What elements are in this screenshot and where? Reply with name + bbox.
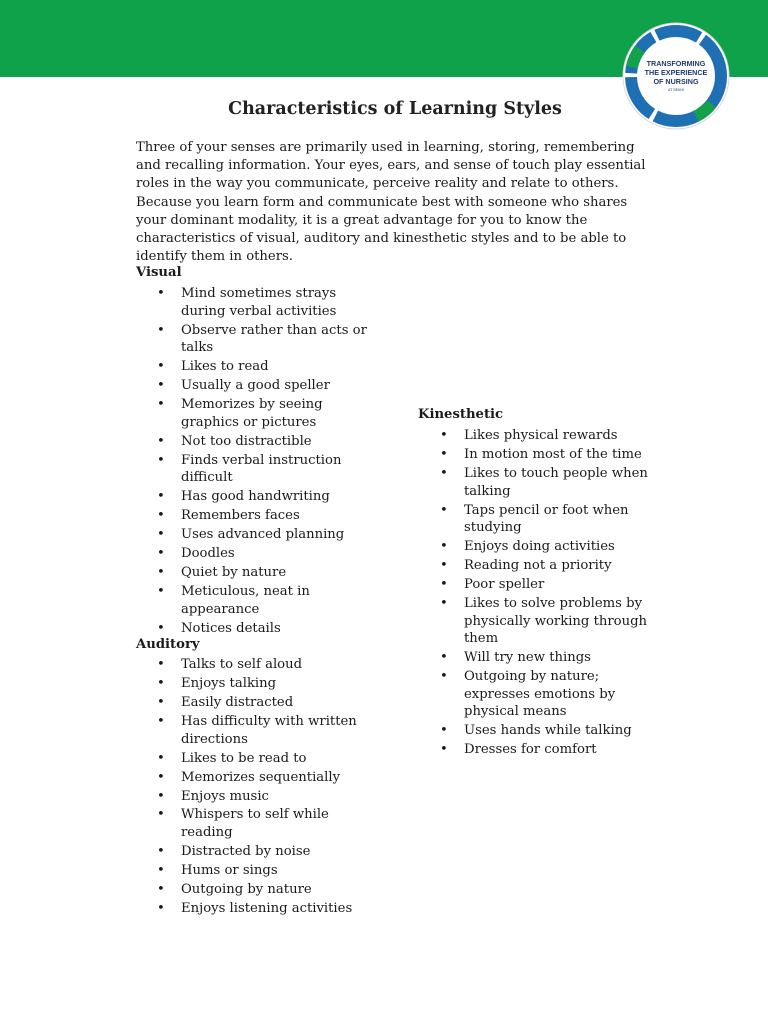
- kinesthetic-list-item: [440, 446, 650, 464]
- kinesthetic-item-text: Outgoing by nature; expresses emotions by physical means: [464, 669, 616, 720]
- visual-item-text: Observe rather than acts or talks: [181, 322, 367, 356]
- kinesthetic-list: [440, 427, 650, 760]
- bullet-icon: •: [157, 788, 165, 804]
- bullet-icon: •: [157, 901, 165, 917]
- bullet-icon: •: [157, 359, 165, 375]
- bullet-icon: •: [440, 558, 448, 574]
- visual-list-item: [157, 583, 375, 618]
- intro-paragraph: Three of your senses are primarily used in learning, storing, remembering and recalling information. Your eyes, ears, and sense of touch play essential roles in the way you communicate, perceive reality and relate to others. Because you learn form and communicate best with someone who shares your dominant modality, it is a great advantage for you to know the characteristics of visual, auditory and kinesthetic styles and to be able to identify them in others.: [136, 140, 646, 265]
- kinesthetic-list-item: [440, 722, 650, 740]
- auditory-item-text: Has difficulty with written directions: [181, 713, 357, 747]
- visual-list: [157, 285, 375, 639]
- visual-item-text: Not too distractible: [181, 433, 312, 449]
- visual-item-text: Quiet by nature: [181, 565, 287, 581]
- bullet-icon: •: [157, 433, 165, 449]
- kinesthetic-list-item: [440, 557, 650, 575]
- bullet-icon: •: [440, 577, 448, 593]
- kinesthetic-item-text: In motion most of the time: [464, 446, 642, 462]
- logo-text-line4: AT SEKHI: [667, 88, 685, 92]
- auditory-heading: Auditory: [136, 637, 200, 652]
- kinesthetic-item-text: Enjoys doing activities: [464, 539, 615, 555]
- bullet-icon: •: [157, 807, 165, 823]
- bullet-icon: •: [440, 596, 448, 612]
- bullet-icon: •: [157, 378, 165, 394]
- kinesthetic-list-item: [440, 502, 650, 537]
- bullet-icon: •: [157, 694, 165, 710]
- auditory-list-item: [157, 788, 375, 806]
- auditory-list: [157, 656, 375, 919]
- bullet-icon: •: [157, 565, 165, 581]
- kinesthetic-item-text: Reading not a priority: [464, 558, 612, 574]
- auditory-list-item: [157, 750, 375, 768]
- bullet-icon: •: [157, 882, 165, 898]
- bullet-icon: •: [157, 675, 165, 691]
- bullet-icon: •: [440, 446, 448, 462]
- bullet-icon: •: [157, 620, 165, 636]
- kinesthetic-item-text: Taps pencil or foot when studying: [464, 502, 629, 536]
- auditory-list-item: [157, 656, 375, 674]
- bullet-icon: •: [440, 669, 448, 685]
- auditory-item-text: Likes to be read to: [181, 750, 307, 766]
- bullet-icon: •: [157, 322, 165, 338]
- kinesthetic-list-item: [440, 741, 650, 759]
- visual-list-item: [157, 526, 375, 544]
- auditory-item-text: Distracted by noise: [181, 844, 311, 860]
- page-title: Characteristics of Learning Styles: [228, 99, 562, 119]
- bullet-icon: •: [440, 502, 448, 518]
- bullet-icon: •: [157, 489, 165, 505]
- auditory-item-text: Memorizes sequentially: [181, 769, 341, 785]
- kinesthetic-item-text: Will try new things: [464, 650, 591, 666]
- logo-text-line2: THE EXPERIENCE: [644, 68, 708, 77]
- auditory-list-item: [157, 806, 375, 841]
- visual-list-item: [157, 488, 375, 506]
- auditory-list-item: [157, 900, 375, 918]
- kinesthetic-list-item: [440, 465, 650, 500]
- visual-item-text: Memorizes by seeing graphics or pictures: [181, 397, 323, 430]
- visual-list-item: [157, 545, 375, 563]
- bullet-icon: •: [157, 750, 165, 766]
- visual-list-item: [157, 396, 375, 431]
- kinesthetic-list-item: [440, 595, 650, 648]
- visual-list-item: [157, 620, 375, 638]
- auditory-item-text: Outgoing by nature: [181, 882, 312, 898]
- bullet-icon: •: [157, 508, 165, 524]
- bullet-icon: •: [440, 465, 448, 481]
- auditory-item-text: Whispers to self while reading: [181, 807, 329, 841]
- auditory-item-text: Enjoys music: [181, 788, 269, 804]
- bullet-icon: •: [157, 584, 165, 600]
- bullet-icon: •: [440, 723, 448, 739]
- bullet-icon: •: [440, 650, 448, 666]
- kinesthetic-heading: Kinesthetic: [418, 407, 504, 422]
- bullet-icon: •: [157, 769, 165, 785]
- kinesthetic-item-text: Dresses for comfort: [464, 742, 597, 758]
- kinesthetic-item-text: Likes to touch people when talking: [464, 465, 648, 499]
- kinesthetic-list-item: [440, 649, 650, 667]
- visual-list-item: [157, 507, 375, 525]
- visual-list-item: [157, 377, 375, 395]
- visual-item-text: Notices details: [181, 620, 281, 636]
- visual-list-item: [157, 433, 375, 451]
- kinesthetic-item-text: Likes physical rewards: [464, 428, 618, 443]
- visual-item-text: Doodles: [181, 546, 235, 562]
- visual-heading: Visual: [136, 265, 182, 280]
- auditory-list-item: [157, 713, 375, 748]
- bullet-icon: •: [157, 546, 165, 562]
- visual-list-item: [157, 452, 375, 487]
- bullet-icon: •: [157, 844, 165, 860]
- kinesthetic-list-item: [440, 576, 650, 594]
- bullet-icon: •: [157, 657, 165, 672]
- kinesthetic-item-text: Uses hands while talking: [464, 723, 632, 739]
- auditory-item-text: Talks to self aloud: [181, 657, 303, 672]
- auditory-list-item: [157, 769, 375, 787]
- visual-item-text: Has good handwriting: [181, 489, 330, 505]
- kinesthetic-list-item: [440, 538, 650, 556]
- bullet-icon: •: [157, 452, 165, 468]
- auditory-list-item: [157, 881, 375, 899]
- bullet-icon: •: [440, 742, 448, 758]
- bullet-icon: •: [157, 397, 165, 413]
- auditory-list-item: [157, 843, 375, 861]
- auditory-list-item: [157, 694, 375, 712]
- visual-item-text: Mind sometimes strays during verbal activities: [181, 286, 337, 319]
- auditory-item-text: Easily distracted: [181, 694, 294, 710]
- logo-text-line3: OF NURSING: [653, 77, 699, 86]
- visual-list-item: [157, 358, 375, 376]
- visual-item-text: Finds verbal instruction difficult: [181, 452, 342, 486]
- auditory-list-item: [157, 675, 375, 693]
- visual-item-text: Usually a good speller: [181, 378, 330, 394]
- kinesthetic-item-text: Poor speller: [464, 577, 545, 593]
- auditory-item-text: Enjoys talking: [181, 675, 277, 691]
- auditory-item-text: Hums or sings: [181, 863, 278, 879]
- visual-item-text: Remembers faces: [181, 508, 300, 524]
- visual-item-text: Uses advanced planning: [181, 527, 345, 543]
- visual-list-item: [157, 285, 375, 320]
- bullet-icon: •: [157, 286, 165, 301]
- auditory-item-text: Enjoys listening activities: [181, 901, 353, 917]
- kinesthetic-list-item: [440, 427, 650, 445]
- bullet-icon: •: [157, 713, 165, 729]
- visual-list-item: [157, 322, 375, 357]
- kinesthetic-list-item: [440, 668, 650, 721]
- auditory-list-item: [157, 862, 375, 880]
- visual-list-item: [157, 564, 375, 582]
- visual-item-text: Likes to read: [181, 359, 269, 375]
- bullet-icon: •: [440, 428, 448, 443]
- bullet-icon: •: [157, 527, 165, 543]
- bullet-icon: •: [157, 863, 165, 879]
- kinesthetic-item-text: Likes to solve problems by physically working through them: [464, 596, 648, 647]
- logo-text-line1: TRANSFORMING: [646, 59, 706, 68]
- bullet-icon: •: [440, 539, 448, 555]
- visual-item-text: Meticulous, neat in appearance: [181, 584, 310, 617]
